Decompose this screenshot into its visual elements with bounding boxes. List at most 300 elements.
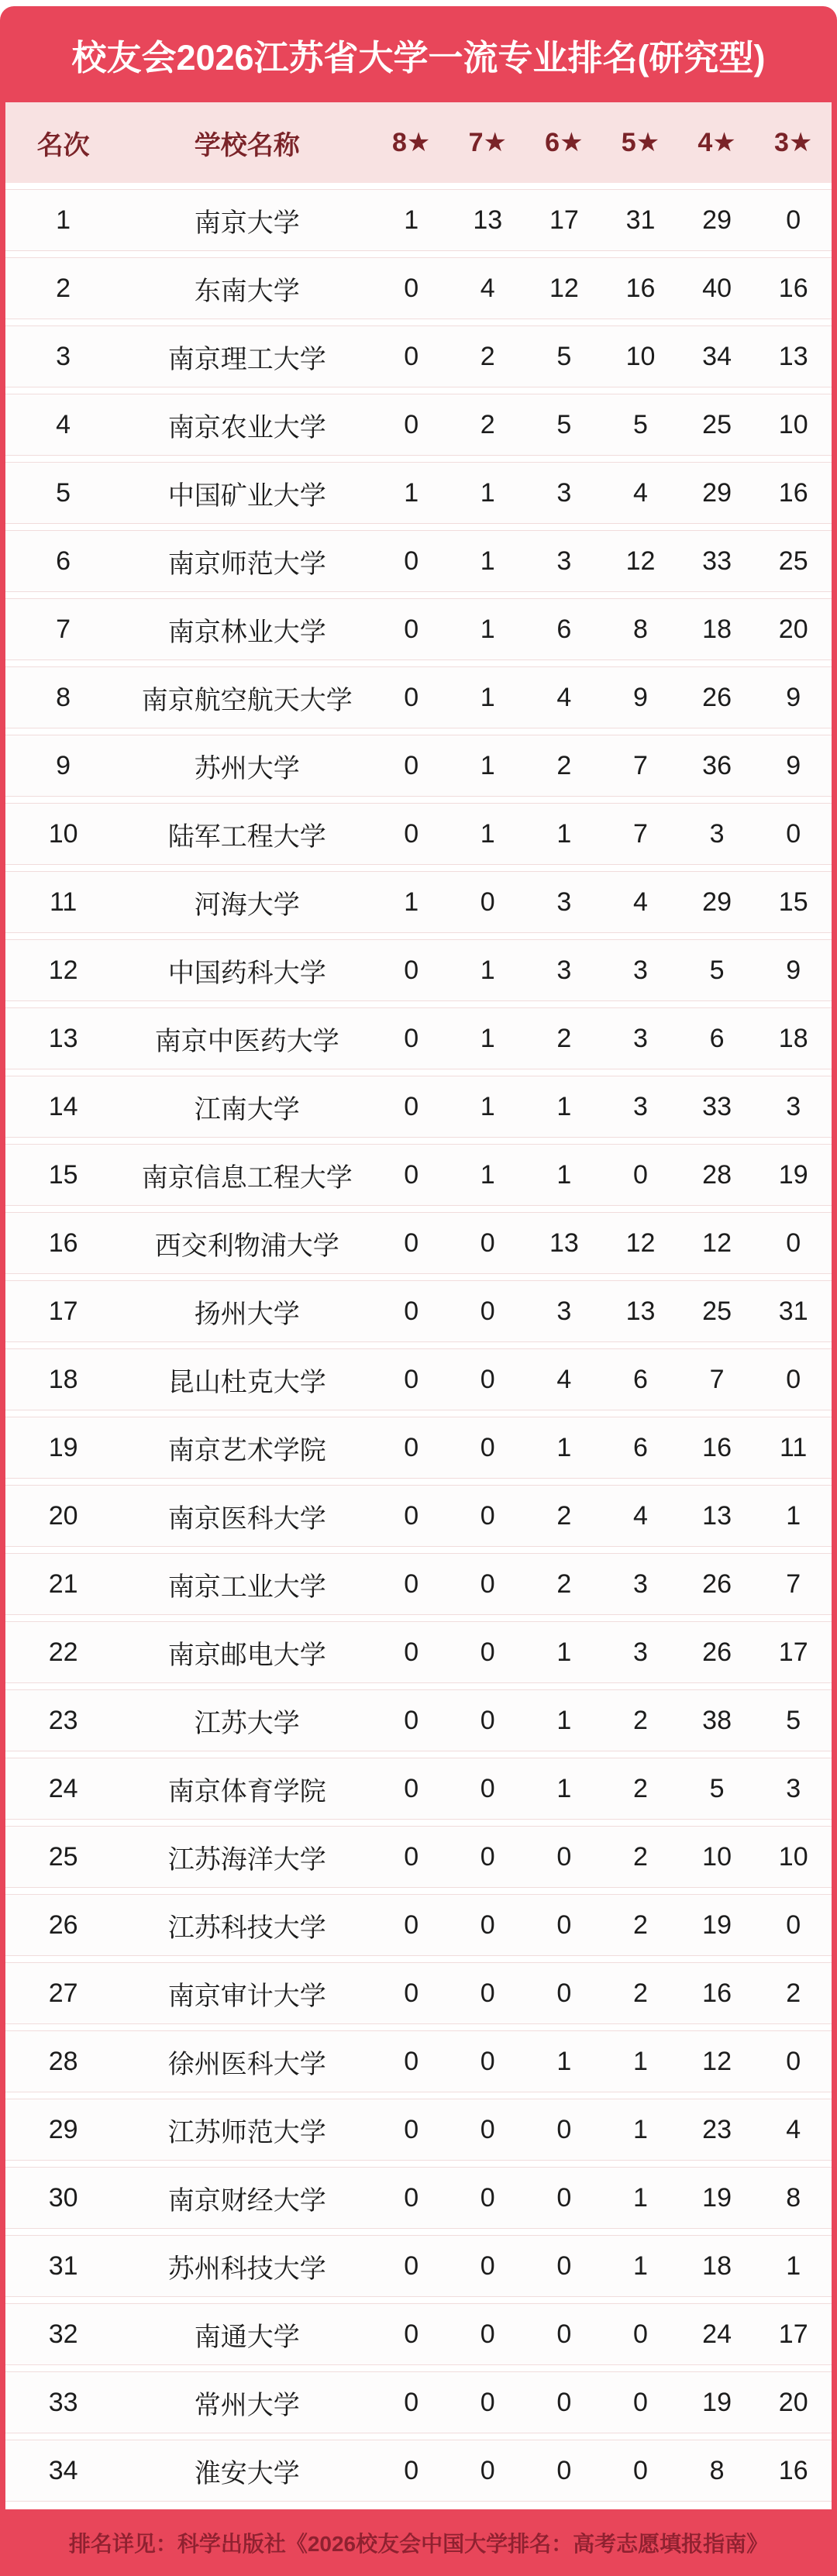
star-count-cell: 0 (480, 2251, 495, 2281)
star-count-cell: 33 (702, 1091, 732, 1121)
rank-cell: 33 (48, 2387, 78, 2417)
star-count-cell: 7 (709, 1364, 725, 1394)
star-count-cell: 2 (480, 409, 495, 439)
star-count-cell: 0 (404, 614, 419, 644)
star-count-cell: 0 (556, 1978, 572, 2008)
star-count-cell: 0 (786, 1364, 801, 1394)
star-count-cell: 36 (702, 750, 732, 780)
table-row (5, 1280, 832, 1342)
rank-cell: 16 (48, 1228, 78, 1258)
star-count-cell: 1 (480, 955, 495, 985)
star-count-cell: 26 (702, 1637, 732, 1667)
rank-cell: 12 (48, 955, 78, 985)
star-count-cell: 0 (404, 750, 419, 780)
ranking-table (5, 102, 832, 2509)
star-count-cell: 16 (625, 273, 656, 303)
star-count-cell: 16 (778, 477, 808, 508)
school-name-cell: 常州大学 (194, 2390, 300, 2420)
rank-cell: 29 (48, 2114, 78, 2144)
school-name-cell: 江苏海洋大学 (167, 1844, 326, 1875)
star-count-cell: 3 (709, 818, 725, 849)
star-count-cell: 0 (556, 2114, 572, 2144)
table-row (5, 2099, 832, 2161)
table-row (5, 1144, 832, 1206)
star-count-cell: 0 (480, 1296, 495, 1326)
school-name-cell: 南京大学 (194, 208, 300, 238)
star-count-cell: 29 (702, 887, 732, 917)
star-count-cell: 18 (778, 1023, 808, 1053)
school-name-cell: 南京理工大学 (167, 344, 326, 374)
star-count-cell: 1 (404, 477, 419, 508)
school-name-cell: 南京师范大学 (167, 549, 326, 579)
star-count-cell: 16 (778, 2455, 808, 2485)
star-count-cell: 0 (480, 1569, 495, 1599)
star-count-cell: 1 (556, 1637, 572, 1667)
column-header-7star: 7★ (468, 128, 507, 157)
star-count-cell: 0 (786, 818, 801, 849)
star-count-cell: 7 (633, 818, 648, 849)
table-row (5, 2167, 832, 2229)
star-count-cell: 0 (404, 1023, 419, 1053)
star-count-cell: 13 (625, 1296, 656, 1326)
star-count-cell: 0 (404, 1569, 419, 1599)
star-count-cell: 16 (778, 273, 808, 303)
star-count-cell: 12 (702, 1228, 732, 1258)
rank-cell: 14 (48, 1091, 78, 1121)
star-count-cell: 0 (633, 1159, 648, 1190)
table-row (5, 2030, 832, 2092)
column-header-6star: 6★ (545, 128, 584, 157)
table-row (5, 1212, 832, 1274)
star-count-cell: 0 (786, 205, 801, 235)
star-count-cell: 0 (480, 1705, 495, 1735)
star-count-cell: 18 (702, 614, 732, 644)
star-count-cell: 8 (709, 2455, 725, 2485)
table-row (5, 1553, 832, 1615)
school-name-cell: 中国矿业大学 (167, 480, 326, 511)
rank-cell: 32 (48, 2319, 78, 2349)
star-count-cell: 1 (556, 818, 572, 849)
star-count-cell: 19 (702, 2182, 732, 2213)
star-count-cell: 1 (480, 750, 495, 780)
rank-cell: 13 (48, 1023, 78, 1053)
rank-cell: 34 (48, 2455, 78, 2485)
star-count-cell: 15 (778, 887, 808, 917)
star-count-cell: 2 (556, 750, 572, 780)
star-count-cell: 0 (556, 2251, 572, 2281)
star-count-cell: 3 (633, 1091, 648, 1121)
star-count-cell: 4 (633, 477, 648, 508)
star-count-cell: 0 (404, 1228, 419, 1258)
star-count-cell: 1 (404, 205, 419, 235)
star-count-cell: 25 (702, 409, 732, 439)
star-count-cell: 31 (625, 205, 656, 235)
rank-cell: 2 (56, 273, 71, 303)
table-row (5, 394, 832, 456)
school-name-cell: 陆军工程大学 (167, 821, 326, 852)
star-count-cell: 0 (556, 2319, 572, 2349)
school-name-cell: 河海大学 (194, 890, 300, 920)
star-count-cell: 23 (702, 2114, 732, 2144)
star-count-cell: 19 (702, 1910, 732, 1940)
star-count-cell: 3 (786, 1091, 801, 1121)
star-count-cell: 4 (633, 1500, 648, 1531)
star-count-cell: 1 (556, 1159, 572, 1190)
star-count-cell: 0 (633, 2387, 648, 2417)
star-count-cell: 3 (556, 887, 572, 917)
star-count-cell: 2 (786, 1978, 801, 2008)
star-count-cell: 6 (633, 1364, 648, 1394)
star-count-cell: 10 (778, 409, 808, 439)
star-count-cell: 0 (480, 1432, 495, 1462)
star-count-cell: 0 (480, 1910, 495, 1940)
table-row (5, 1621, 832, 1683)
star-count-cell: 0 (556, 1910, 572, 1940)
star-count-cell: 1 (633, 2114, 648, 2144)
star-count-cell: 17 (549, 205, 579, 235)
column-header-school: 学校名称 (194, 130, 300, 160)
star-count-cell: 13 (702, 1500, 732, 1531)
star-count-cell: 1 (556, 1091, 572, 1121)
star-count-cell: 5 (633, 409, 648, 439)
table-row (5, 1076, 832, 1138)
star-count-cell: 38 (702, 1705, 732, 1735)
star-count-cell: 10 (625, 341, 656, 371)
star-count-cell: 0 (480, 1841, 495, 1872)
star-count-cell: 0 (480, 1773, 495, 1803)
rank-cell: 7 (56, 614, 71, 644)
star-count-cell: 0 (404, 1500, 419, 1531)
table-row (5, 2371, 832, 2433)
school-name-cell: 南京航空航天大学 (141, 685, 353, 715)
source-citation: 排名详见：科学出版社《2026校友会中国大学排名：高考志愿填报指南》 (68, 2532, 769, 2556)
rank-cell: 19 (48, 1432, 78, 1462)
star-count-cell: 0 (556, 1841, 572, 1872)
school-name-cell: 南京体育学院 (167, 1776, 326, 1806)
school-name-cell: 南京信息工程大学 (141, 1162, 353, 1193)
school-name-cell: 江苏师范大学 (167, 2117, 326, 2147)
star-count-cell: 13 (473, 205, 503, 235)
star-count-cell: 33 (702, 546, 732, 576)
star-count-cell: 5 (709, 1773, 725, 1803)
star-count-cell: 0 (480, 2387, 495, 2417)
school-name-cell: 江苏大学 (194, 1708, 300, 1738)
star-count-cell: 6 (709, 1023, 725, 1053)
star-count-cell: 0 (404, 1091, 419, 1121)
star-count-cell: 25 (702, 1296, 732, 1326)
star-count-cell: 3 (556, 1296, 572, 1326)
star-count-cell: 0 (404, 1773, 419, 1803)
star-count-cell: 18 (702, 2251, 732, 2281)
star-count-cell: 5 (709, 955, 725, 985)
rank-cell: 6 (56, 546, 71, 576)
title-banner (0, 6, 837, 102)
star-count-cell: 4 (786, 2114, 801, 2144)
school-name-cell: 南京邮电大学 (167, 1640, 326, 1670)
star-count-cell: 1 (480, 1159, 495, 1190)
star-count-cell: 10 (702, 1841, 732, 1872)
school-name-cell: 南通大学 (194, 2322, 300, 2352)
star-count-cell: 17 (778, 2319, 808, 2349)
star-count-cell: 5 (556, 409, 572, 439)
rank-cell: 25 (48, 1841, 78, 1872)
star-count-cell: 6 (556, 614, 572, 644)
table-header-row (5, 102, 832, 183)
star-count-cell: 0 (480, 1228, 495, 1258)
table-row (5, 1348, 832, 1410)
rank-cell: 30 (48, 2182, 78, 2213)
star-count-cell: 2 (556, 1023, 572, 1053)
star-count-cell: 20 (778, 2387, 808, 2417)
star-count-cell: 1 (480, 477, 495, 508)
table-row (5, 735, 832, 797)
star-count-cell: 29 (702, 477, 732, 508)
star-count-cell: 0 (480, 2455, 495, 2485)
star-count-cell: 9 (633, 682, 648, 712)
school-name-cell: 苏州科技大学 (167, 2254, 326, 2284)
star-count-cell: 20 (778, 614, 808, 644)
star-count-cell: 0 (633, 2319, 648, 2349)
star-count-cell: 1 (556, 1432, 572, 1462)
star-count-cell: 0 (480, 1500, 495, 1531)
rank-cell: 17 (48, 1296, 78, 1326)
page-title: 校友会2026江苏省大学一流专业排名(研究型) (71, 37, 766, 77)
rank-cell: 1 (56, 205, 71, 235)
rank-cell: 15 (48, 1159, 78, 1190)
star-count-cell: 0 (404, 2182, 419, 2213)
star-count-cell: 2 (633, 1841, 648, 1872)
star-count-cell: 0 (480, 2182, 495, 2213)
star-count-cell: 1 (633, 2046, 648, 2076)
star-count-cell: 0 (404, 1364, 419, 1394)
rank-cell: 3 (56, 341, 71, 371)
rank-cell: 28 (48, 2046, 78, 2076)
star-count-cell: 2 (633, 1978, 648, 2008)
rank-cell: 8 (56, 682, 71, 712)
star-count-cell: 3 (633, 1023, 648, 1053)
table-row (5, 666, 832, 728)
star-count-cell: 0 (786, 1910, 801, 1940)
school-name-cell: 苏州大学 (194, 753, 300, 783)
star-count-cell: 1 (480, 1023, 495, 1053)
star-count-cell: 0 (786, 1228, 801, 1258)
school-name-cell: 江苏科技大学 (167, 1913, 326, 1943)
star-count-cell: 0 (404, 682, 419, 712)
table-row (5, 939, 832, 1001)
column-header-rank: 名次 (36, 130, 90, 160)
star-count-cell: 0 (404, 2387, 419, 2417)
star-count-cell: 0 (404, 2455, 419, 2485)
star-count-cell: 0 (404, 1978, 419, 2008)
rank-cell: 26 (48, 1910, 78, 1940)
star-count-cell: 0 (404, 1432, 419, 1462)
star-count-cell: 17 (778, 1637, 808, 1667)
star-count-cell: 0 (404, 273, 419, 303)
school-name-cell: 南京财经大学 (167, 2185, 326, 2216)
rank-cell: 31 (48, 2251, 78, 2281)
star-count-cell: 0 (404, 1910, 419, 1940)
star-count-cell: 3 (633, 1637, 648, 1667)
star-count-cell: 3 (556, 955, 572, 985)
star-count-cell: 0 (404, 409, 419, 439)
column-header-8star: 8★ (391, 128, 431, 157)
footer-banner (0, 2509, 837, 2576)
column-header-3star: 3★ (774, 128, 813, 157)
star-count-cell: 1 (480, 818, 495, 849)
star-count-cell: 1 (786, 2251, 801, 2281)
star-count-cell: 0 (480, 1364, 495, 1394)
star-count-cell: 31 (778, 1296, 808, 1326)
star-count-cell: 9 (786, 955, 801, 985)
star-count-cell: 2 (633, 1910, 648, 1940)
star-count-cell: 10 (778, 1841, 808, 1872)
school-name-cell: 江南大学 (194, 1094, 300, 1124)
rank-cell: 18 (48, 1364, 78, 1394)
star-count-cell: 12 (625, 1228, 656, 1258)
star-count-cell: 1 (556, 1705, 572, 1735)
rank-cell: 24 (48, 1773, 78, 1803)
table-row (5, 325, 832, 387)
star-count-cell: 24 (702, 2319, 732, 2349)
star-count-cell: 0 (404, 955, 419, 985)
star-count-cell: 0 (404, 1637, 419, 1667)
star-count-cell: 0 (480, 2046, 495, 2076)
star-count-cell: 1 (480, 1091, 495, 1121)
table-row (5, 1417, 832, 1479)
table-row (5, 2303, 832, 2365)
star-count-cell: 0 (480, 2114, 495, 2144)
star-count-cell: 3 (633, 955, 648, 985)
star-count-cell: 0 (786, 2046, 801, 2076)
star-count-cell: 26 (702, 682, 732, 712)
star-count-cell: 1 (633, 2251, 648, 2281)
rank-cell: 10 (48, 818, 78, 849)
star-count-cell: 2 (556, 1500, 572, 1531)
column-header-4star: 4★ (698, 128, 736, 157)
star-count-cell: 2 (633, 1705, 648, 1735)
star-count-cell: 1 (786, 1500, 801, 1531)
table-row (5, 598, 832, 660)
star-count-cell: 8 (633, 614, 648, 644)
star-count-cell: 0 (480, 887, 495, 917)
rank-cell: 9 (56, 750, 71, 780)
star-count-cell: 26 (702, 1569, 732, 1599)
star-count-cell: 0 (633, 2455, 648, 2485)
star-count-cell: 4 (480, 273, 495, 303)
table-row (5, 1689, 832, 1751)
star-count-cell: 0 (556, 2182, 572, 2213)
star-count-cell: 19 (778, 1159, 808, 1190)
star-count-cell: 0 (404, 1159, 419, 1190)
table-row (5, 2235, 832, 2297)
school-name-cell: 东南大学 (194, 276, 300, 306)
star-count-cell: 2 (480, 341, 495, 371)
rank-cell: 27 (48, 1978, 78, 2008)
star-count-cell: 0 (404, 2114, 419, 2144)
school-name-cell: 南京农业大学 (167, 412, 326, 443)
school-name-cell: 南京审计大学 (167, 1981, 326, 2011)
table-row (5, 1007, 832, 1069)
star-count-cell: 0 (404, 1296, 419, 1326)
table-row (5, 803, 832, 865)
table-row (5, 1758, 832, 1820)
star-count-cell: 7 (633, 750, 648, 780)
table-row (5, 871, 832, 933)
table-row (5, 2440, 832, 2502)
table-row (5, 1826, 832, 1888)
star-count-cell: 8 (786, 2182, 801, 2213)
star-count-cell: 9 (786, 682, 801, 712)
star-count-cell: 16 (702, 1978, 732, 2008)
star-count-cell: 1 (556, 1773, 572, 1803)
star-count-cell: 3 (633, 1569, 648, 1599)
star-count-cell: 3 (786, 1773, 801, 1803)
star-count-cell: 0 (480, 2319, 495, 2349)
star-count-cell: 3 (556, 546, 572, 576)
school-name-cell: 南京医科大学 (167, 1503, 326, 1534)
star-count-cell: 1 (556, 2046, 572, 2076)
star-count-cell: 4 (556, 1364, 572, 1394)
rank-cell: 4 (56, 409, 71, 439)
rank-cell: 22 (48, 1637, 78, 1667)
school-name-cell: 南京艺术学院 (167, 1435, 326, 1465)
star-count-cell: 13 (549, 1228, 579, 1258)
rank-cell: 20 (48, 1500, 78, 1531)
star-count-cell: 29 (702, 205, 732, 235)
star-count-cell: 1 (480, 682, 495, 712)
star-count-cell: 9 (786, 750, 801, 780)
star-count-cell: 19 (702, 2387, 732, 2417)
rank-cell: 21 (48, 1569, 78, 1599)
star-count-cell: 40 (702, 273, 732, 303)
star-count-cell: 1 (404, 887, 419, 917)
star-count-cell: 5 (786, 1705, 801, 1735)
star-count-cell: 3 (556, 477, 572, 508)
rank-cell: 5 (56, 477, 71, 508)
star-count-cell: 0 (404, 2046, 419, 2076)
star-count-cell: 5 (556, 341, 572, 371)
star-count-cell: 12 (702, 2046, 732, 2076)
school-name-cell: 扬州大学 (194, 1299, 300, 1329)
table-row (5, 257, 832, 319)
star-count-cell: 0 (480, 1637, 495, 1667)
star-count-cell: 0 (404, 2319, 419, 2349)
star-count-cell: 34 (702, 341, 732, 371)
school-name-cell: 南京中医药大学 (154, 1026, 339, 1056)
star-count-cell: 12 (625, 546, 656, 576)
star-count-cell: 16 (702, 1432, 732, 1462)
star-count-cell: 13 (778, 341, 808, 371)
table-row (5, 462, 832, 524)
column-header-5star: 5★ (621, 128, 660, 157)
star-count-cell: 1 (480, 546, 495, 576)
star-count-cell: 28 (702, 1159, 732, 1190)
school-name-cell: 南京林业大学 (167, 617, 326, 647)
star-count-cell: 1 (480, 614, 495, 644)
star-count-cell: 0 (556, 2455, 572, 2485)
star-count-cell: 6 (633, 1432, 648, 1462)
star-count-cell: 1 (633, 2182, 648, 2213)
star-count-cell: 4 (556, 682, 572, 712)
table-body (5, 189, 832, 2502)
star-count-cell: 25 (778, 546, 808, 576)
rank-cell: 23 (48, 1705, 78, 1735)
star-count-cell: 2 (633, 1773, 648, 1803)
star-count-cell: 0 (556, 2387, 572, 2417)
school-name-cell: 淮安大学 (194, 2458, 300, 2488)
ranking-card (0, 6, 837, 2576)
star-count-cell: 0 (404, 1705, 419, 1735)
